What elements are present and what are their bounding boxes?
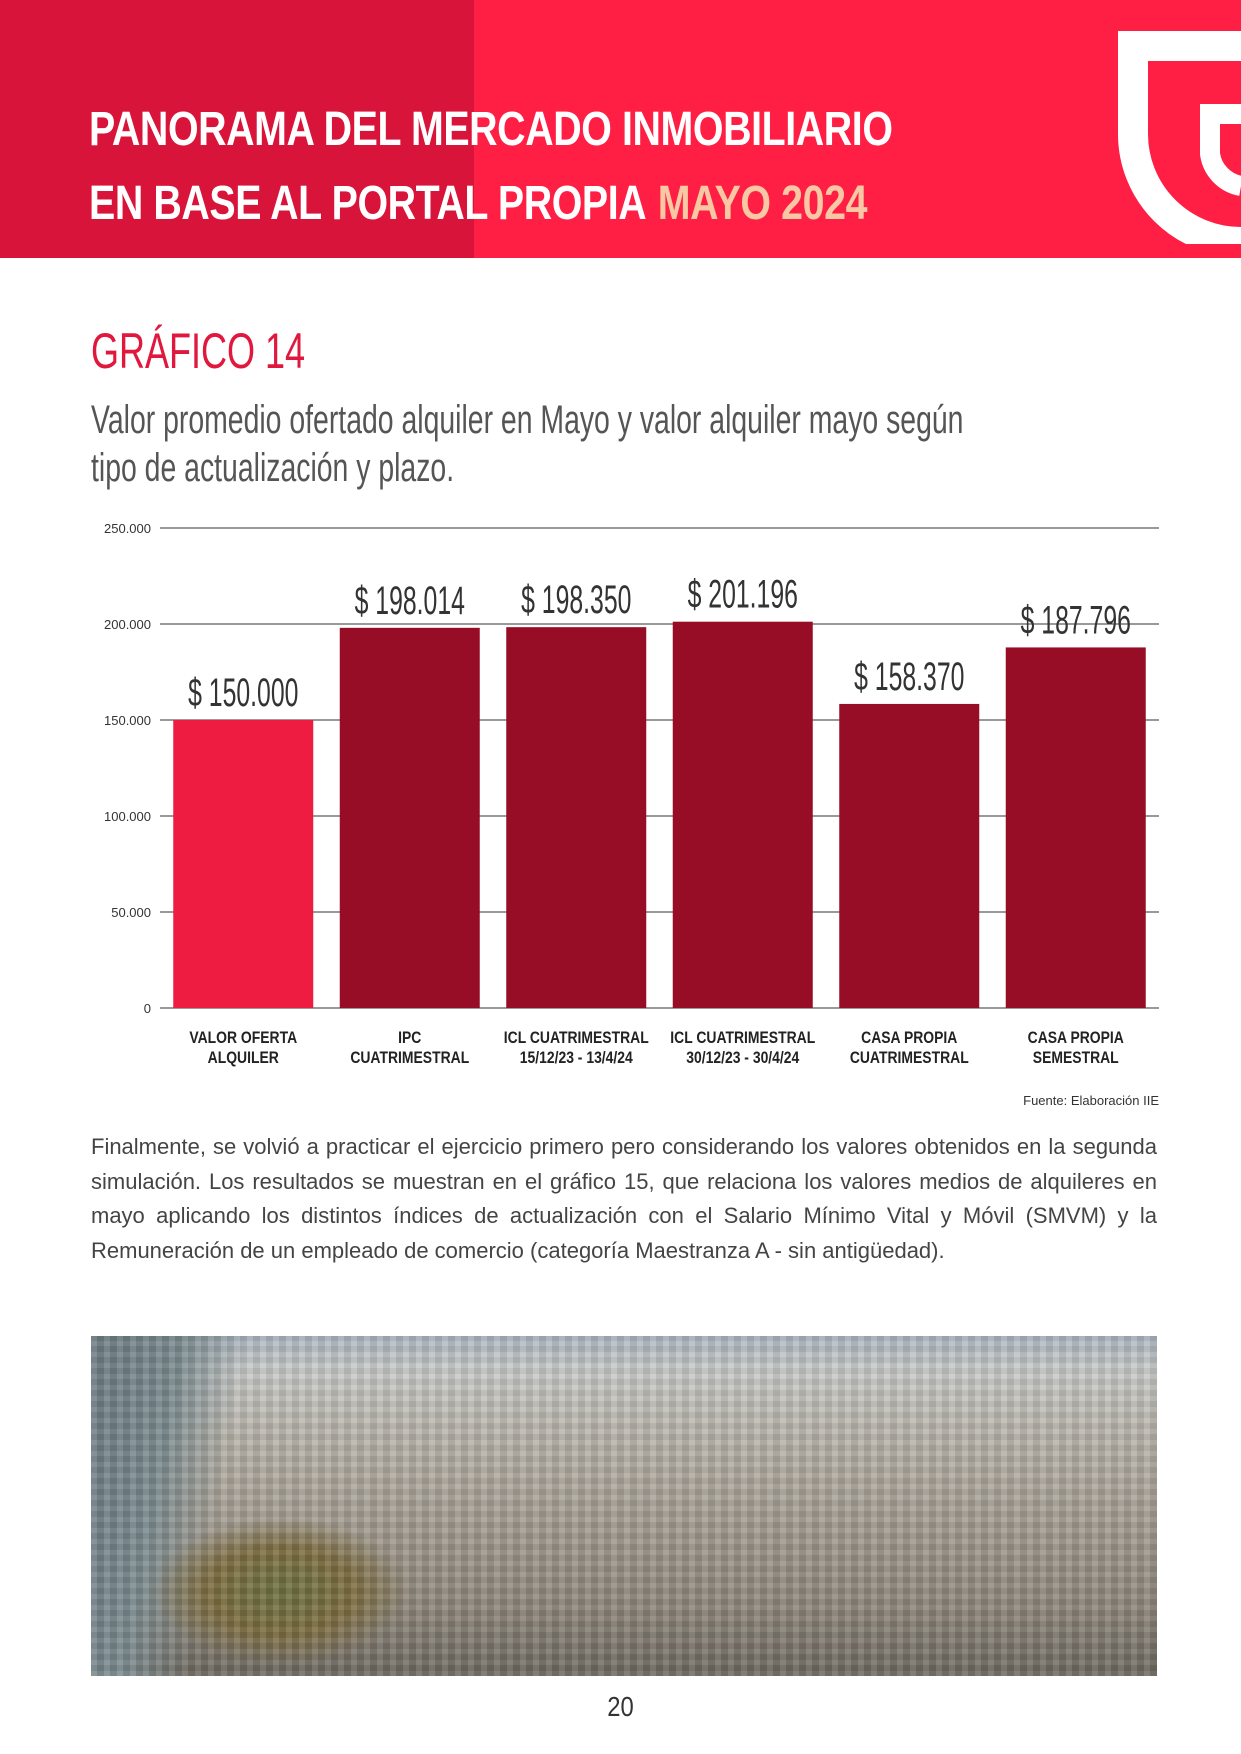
page-number: 20 [607, 1691, 634, 1722]
bar-value-label: $ 201.196 [687, 572, 798, 618]
y-tick-label: 100.000 [104, 809, 151, 824]
header-title-line-1: PANORAMA DEL MERCADO INMOBILIARIO [89, 103, 893, 156]
header-title-line-2 [89, 177, 868, 230]
bar-value-label: $ 150.000 [188, 671, 299, 716]
chart-bars [173, 622, 1146, 1008]
body-paragraph: Finalmente, se volvió a practicar el ejercicio primero pero considerando los valores obtenidos en la segunda simulación. Los resultados se muestran en el gráfico 15, que relaciona los valores medios de alquileres en mayo aplicando los distintos índices de actualización con el Salario Mínimo Vital y Móvil (SMVM) y la Remuneración de un empleado de comercio (categoría Maestranza A - sin antigüedad). [91, 1134, 1157, 1263]
bar-chart [0, 500, 1241, 1090]
header-date-highlight: MAYO 2024 [657, 177, 868, 230]
y-tick-label: 250.000 [104, 521, 151, 536]
city-aerial-photo [91, 1336, 1157, 1676]
bar-value-label: $ 198.014 [354, 578, 465, 624]
category-label: CASA PROPIA [1027, 1028, 1124, 1048]
chart-source-note: Fuente: Elaboración IIE [1023, 1093, 1159, 1108]
bar-value-label: $ 158.370 [854, 655, 965, 700]
chart-number-label: GRÁFICO 14 [91, 323, 306, 379]
photo-city-texture [91, 1336, 1157, 1676]
category-label: ICL CUATRIMESTRAL [503, 1028, 649, 1048]
category-label: 15/12/23 - 13/4/24 [519, 1048, 633, 1068]
header-title-line-2-text: EN BASE AL PORTAL PROPIA [89, 177, 647, 230]
category-label: CUATRIMESTRAL [350, 1048, 470, 1068]
category-label: CASA PROPIA [861, 1028, 958, 1048]
category-label: IPC [398, 1028, 422, 1048]
chart-value-labels [188, 573, 1131, 716]
bar [340, 628, 480, 1008]
bar [673, 622, 813, 1008]
bar [173, 720, 313, 1008]
y-tick-label: 200.000 [104, 617, 151, 632]
category-label: ICL CUATRIMESTRAL [670, 1028, 816, 1048]
bar [839, 704, 979, 1008]
y-tick-label: 150.000 [104, 713, 151, 728]
bar-value-label: $ 198.350 [521, 578, 632, 623]
bar-value-label: $ 187.796 [1020, 598, 1131, 644]
category-label: CUATRIMESTRAL [849, 1048, 969, 1068]
chart-category-labels [189, 1029, 1124, 1068]
category-label: 30/12/23 - 30/4/24 [686, 1048, 800, 1068]
bar [1006, 647, 1146, 1008]
category-label: SEMESTRAL [1032, 1048, 1119, 1068]
category-label: VALOR OFERTA [189, 1028, 298, 1048]
category-label: ALQUILER [207, 1048, 279, 1068]
u-shaped-logo-icon [1090, 14, 1241, 244]
y-tick-label: 0 [143, 1001, 151, 1016]
page-header [0, 0, 1241, 258]
bar [506, 627, 646, 1008]
y-tick-label: 50.000 [111, 905, 151, 920]
chart-title: Valor promedio ofertado alquiler en Mayo y valor alquiler mayo según tipo de actualización y plazo. [91, 398, 964, 490]
